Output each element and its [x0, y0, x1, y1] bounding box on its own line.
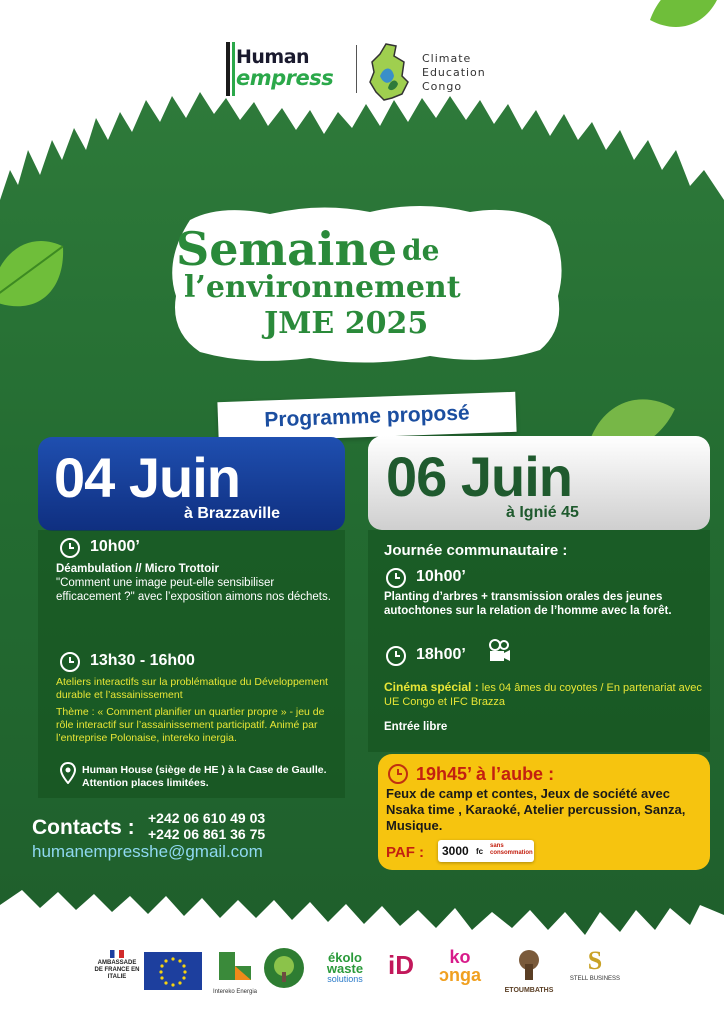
clock-icon: [388, 764, 408, 784]
day2-slot1-time: 10h00’: [416, 568, 466, 585]
tree-circle-logo: [264, 948, 304, 988]
eu-stars-icon: [144, 952, 202, 990]
contact-email[interactable]: humanempresshe@gmail.com: [32, 842, 263, 861]
day1-place: à Brazzaville: [184, 505, 281, 522]
clock-icon: [60, 652, 80, 672]
day2-cinema: [384, 680, 704, 709]
paf-label: PAF :: [386, 844, 425, 861]
day1-panel: [38, 530, 345, 798]
ekolo-waste-logo: [312, 952, 378, 985]
etoumbaths-text: ETOUMBATHS: [504, 987, 554, 994]
paf-price-tag: [438, 840, 534, 862]
day1-slot2-time: 13h30 - 16h00: [90, 652, 195, 669]
day1-slot2-title: Ateliers interactifs sur la problématique du Développement durable et l’assainissement: [56, 676, 328, 701]
logo-line2: empress: [236, 66, 334, 90]
climate-line2: Education: [422, 66, 486, 79]
intereko-text: Intereko Energia: [212, 989, 258, 995]
leaf-top-right: [642, 0, 724, 37]
title-jme: JME 2025: [264, 306, 429, 341]
day1-date: 04 Juin: [54, 446, 240, 509]
contacts-label: Contacts :: [32, 816, 135, 839]
id-mark-icon: iD: [388, 950, 414, 980]
day2-panel: [368, 530, 710, 752]
ekolo-text-2: waste: [326, 961, 364, 976]
baobab-icon: [509, 948, 549, 982]
kolonga-logo: [432, 948, 488, 984]
eu-flag-logo: [144, 952, 202, 990]
ekolo-text-1: ékolo: [328, 950, 362, 965]
day2-header: [368, 436, 710, 530]
day2-entry: Entrée libre: [384, 721, 448, 733]
contact-phone-2[interactable]: +242 06 861 36 75: [148, 826, 266, 842]
day1-slot2-desc: Thème : « Comment planifier un quartier propre » - jeu de rôle interactif sur l’assainissement participatif. Animé par l’entreprise Polonaise, intereko inergia.: [56, 706, 325, 744]
intereko-mark-icon: [215, 948, 255, 984]
day2-heading: Journée communautaire :: [384, 542, 568, 559]
logo-line1: Human: [236, 46, 310, 68]
day2-slot2-time: 18h00’: [416, 646, 466, 663]
ekolo-text-3: solutions: [327, 974, 363, 984]
day1-slot1-desc: "Comment une image peut-elle sensibiliser efficacement ?" avec l’exposition aimons nos déchets.: [56, 577, 331, 603]
day2-date: 06 Juin: [386, 445, 572, 508]
congo-map-icon: [366, 42, 410, 102]
clock-icon: [60, 538, 80, 558]
day1-slot1-title: Déambulation // Micro Trottoir: [56, 563, 219, 575]
tree-icon: [264, 948, 304, 988]
climate-line1: Climate: [422, 52, 472, 65]
logo-bar: [226, 42, 230, 96]
title-environnement: l’environnement: [184, 270, 461, 305]
location-pin-icon: [60, 762, 76, 784]
programme-label: Programme proposé: [263, 401, 471, 432]
id-logo: [388, 950, 428, 990]
evening-time: 19h45’ à l’aube :: [416, 764, 555, 784]
evening-box: [378, 754, 710, 870]
title-de: de: [402, 234, 440, 267]
etoumbaths-logo: [490, 948, 568, 994]
ambassade-text: AMBASSADE DE FRANCE EN ITALIE: [94, 960, 140, 980]
paf-note: sans consommation: [490, 843, 533, 856]
paf-currency: fc: [476, 847, 484, 856]
day2-place: à Ignié 45: [506, 504, 579, 521]
stell-business-logo: [566, 946, 624, 982]
evening-desc: Feux de camp et contes, Jeux de société avec Nsaka time , Karaoké, Atelier percussion, Sanza, Musique.: [386, 786, 686, 833]
day2-slot1-desc: Planting d’arbres + transmission orales des jeunes autochtones sur la relation de l’homme avec la forêt.: [384, 591, 672, 617]
human-empress-logo: [222, 40, 347, 100]
climate-line3: Congo: [422, 80, 463, 93]
ko-text-2: ɔnga: [438, 965, 481, 985]
logo-divider: [356, 45, 357, 93]
day1-location: Human House (siège de HE ) à la Case de Gaulle. Attention places limitées.: [82, 764, 327, 789]
film-camera-icon: [486, 638, 512, 664]
climate-education-congo-text: [422, 52, 486, 94]
day1-slot1-time: 10h00’: [90, 538, 140, 555]
contact-phone-1[interactable]: +242 06 610 49 03: [148, 810, 266, 826]
french-flag-icon: [110, 950, 124, 958]
stell-text: STELL BUSINESS: [569, 976, 621, 982]
intereko-logo: [212, 948, 258, 995]
cinema-desc: les 04 âmes du coyotes / En partenariat avec UE Congo et IFC Brazza: [384, 682, 702, 708]
ko-text-1: ko: [449, 947, 471, 967]
paf-amount: 3000: [442, 844, 469, 858]
day1-header: [38, 437, 345, 531]
clock-icon: [386, 568, 406, 588]
logo-bar-green: [232, 42, 235, 96]
clock-icon: [386, 646, 406, 666]
cinema-label: Cinéma spécial :: [384, 680, 479, 694]
ambassade-france-logo: [94, 950, 140, 981]
title-semaine: Semaine: [176, 222, 398, 276]
stell-mark-icon: S: [587, 946, 603, 975]
